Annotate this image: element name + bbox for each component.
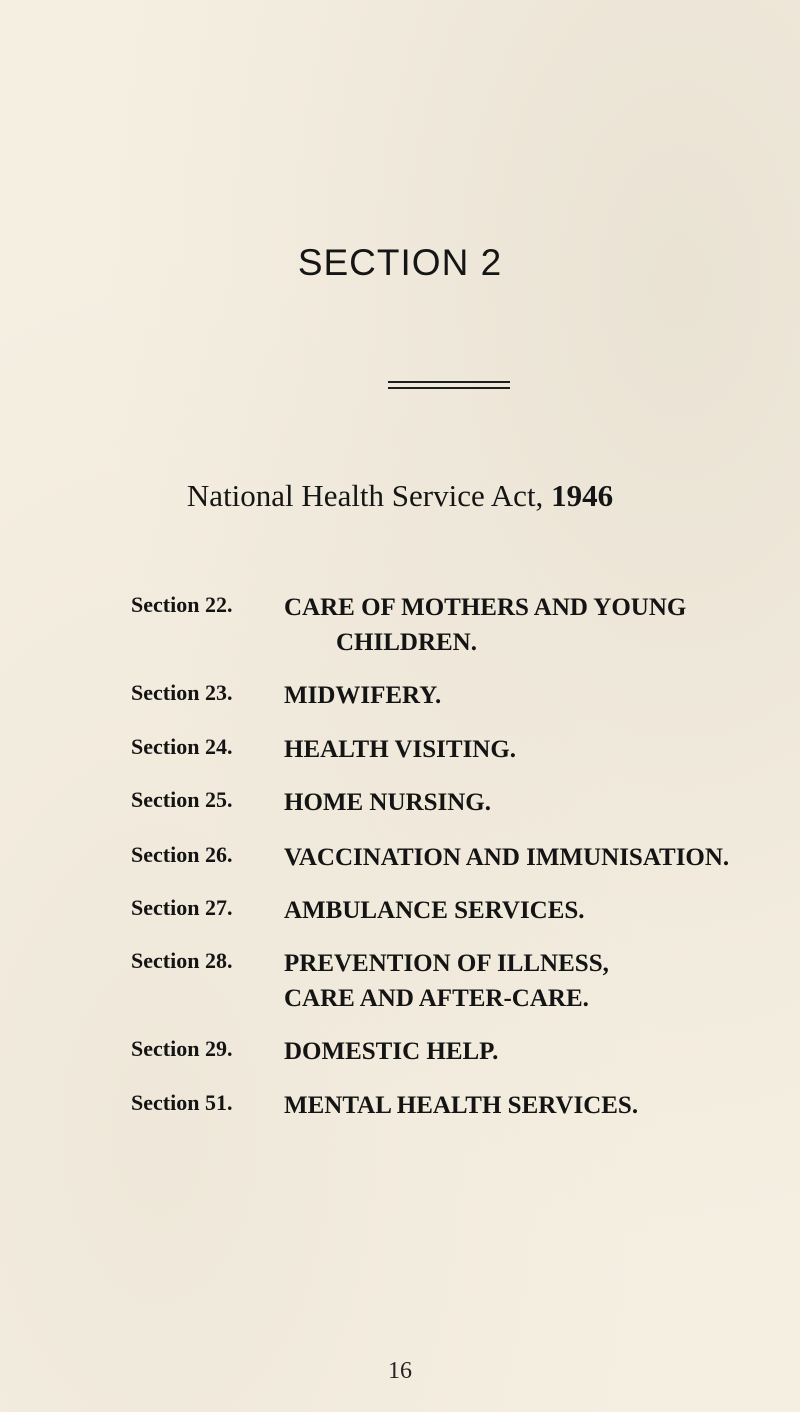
section-title-line: MIDWIFERY. (284, 682, 442, 709)
section-title-line: DOMESTIC HELP. (284, 1038, 499, 1065)
section-title-line: CHILDREN. (336, 629, 477, 656)
act-year: 1946 (551, 478, 614, 513)
section-number: Section 25. (131, 787, 233, 812)
section-number: Section 23. (131, 680, 233, 705)
divider-line-top (388, 381, 510, 383)
section-title (284, 785, 784, 820)
section-title (284, 1088, 784, 1123)
section-title-line: HEALTH VISITING. (284, 736, 517, 763)
section-title-line: CARE AND AFTER-CARE. (284, 985, 589, 1012)
section-number: Section 51. (131, 1090, 233, 1115)
section-title (284, 678, 784, 713)
double-rule-divider (388, 381, 510, 393)
section-title (284, 946, 784, 1016)
section-number: Section 28. (131, 948, 233, 973)
section-number: Section 29. (131, 1036, 233, 1061)
section-title (284, 590, 784, 660)
section-title-line: PREVENTION OF ILLNESS, (284, 950, 609, 977)
section-number: Section 24. (131, 734, 233, 759)
section-number: Section 22. (131, 592, 233, 617)
page-number: 16 (388, 1358, 412, 1384)
section-title-line: CARE OF MOTHERS AND YOUNG (284, 594, 687, 621)
section-title-line: HOME NURSING. (284, 789, 491, 816)
section-title-line: AMBULANCE SERVICES. (284, 897, 585, 924)
section-title (284, 893, 784, 928)
section-number: Section 27. (131, 895, 233, 920)
act-title-text: National Health Service Act, (186, 478, 544, 513)
act-title (0, 478, 800, 514)
divider-line-bottom (388, 387, 510, 389)
section-heading: SECTION 2 (297, 242, 503, 283)
section-number: Section 26. (131, 842, 233, 867)
section-title-line: MENTAL HEALTH SERVICES. (284, 1092, 639, 1119)
section-title-line: VACCINATION AND IMMUNISATION. (284, 844, 730, 871)
section-title (284, 840, 784, 875)
section-title (284, 1034, 784, 1069)
section-title (284, 732, 784, 767)
